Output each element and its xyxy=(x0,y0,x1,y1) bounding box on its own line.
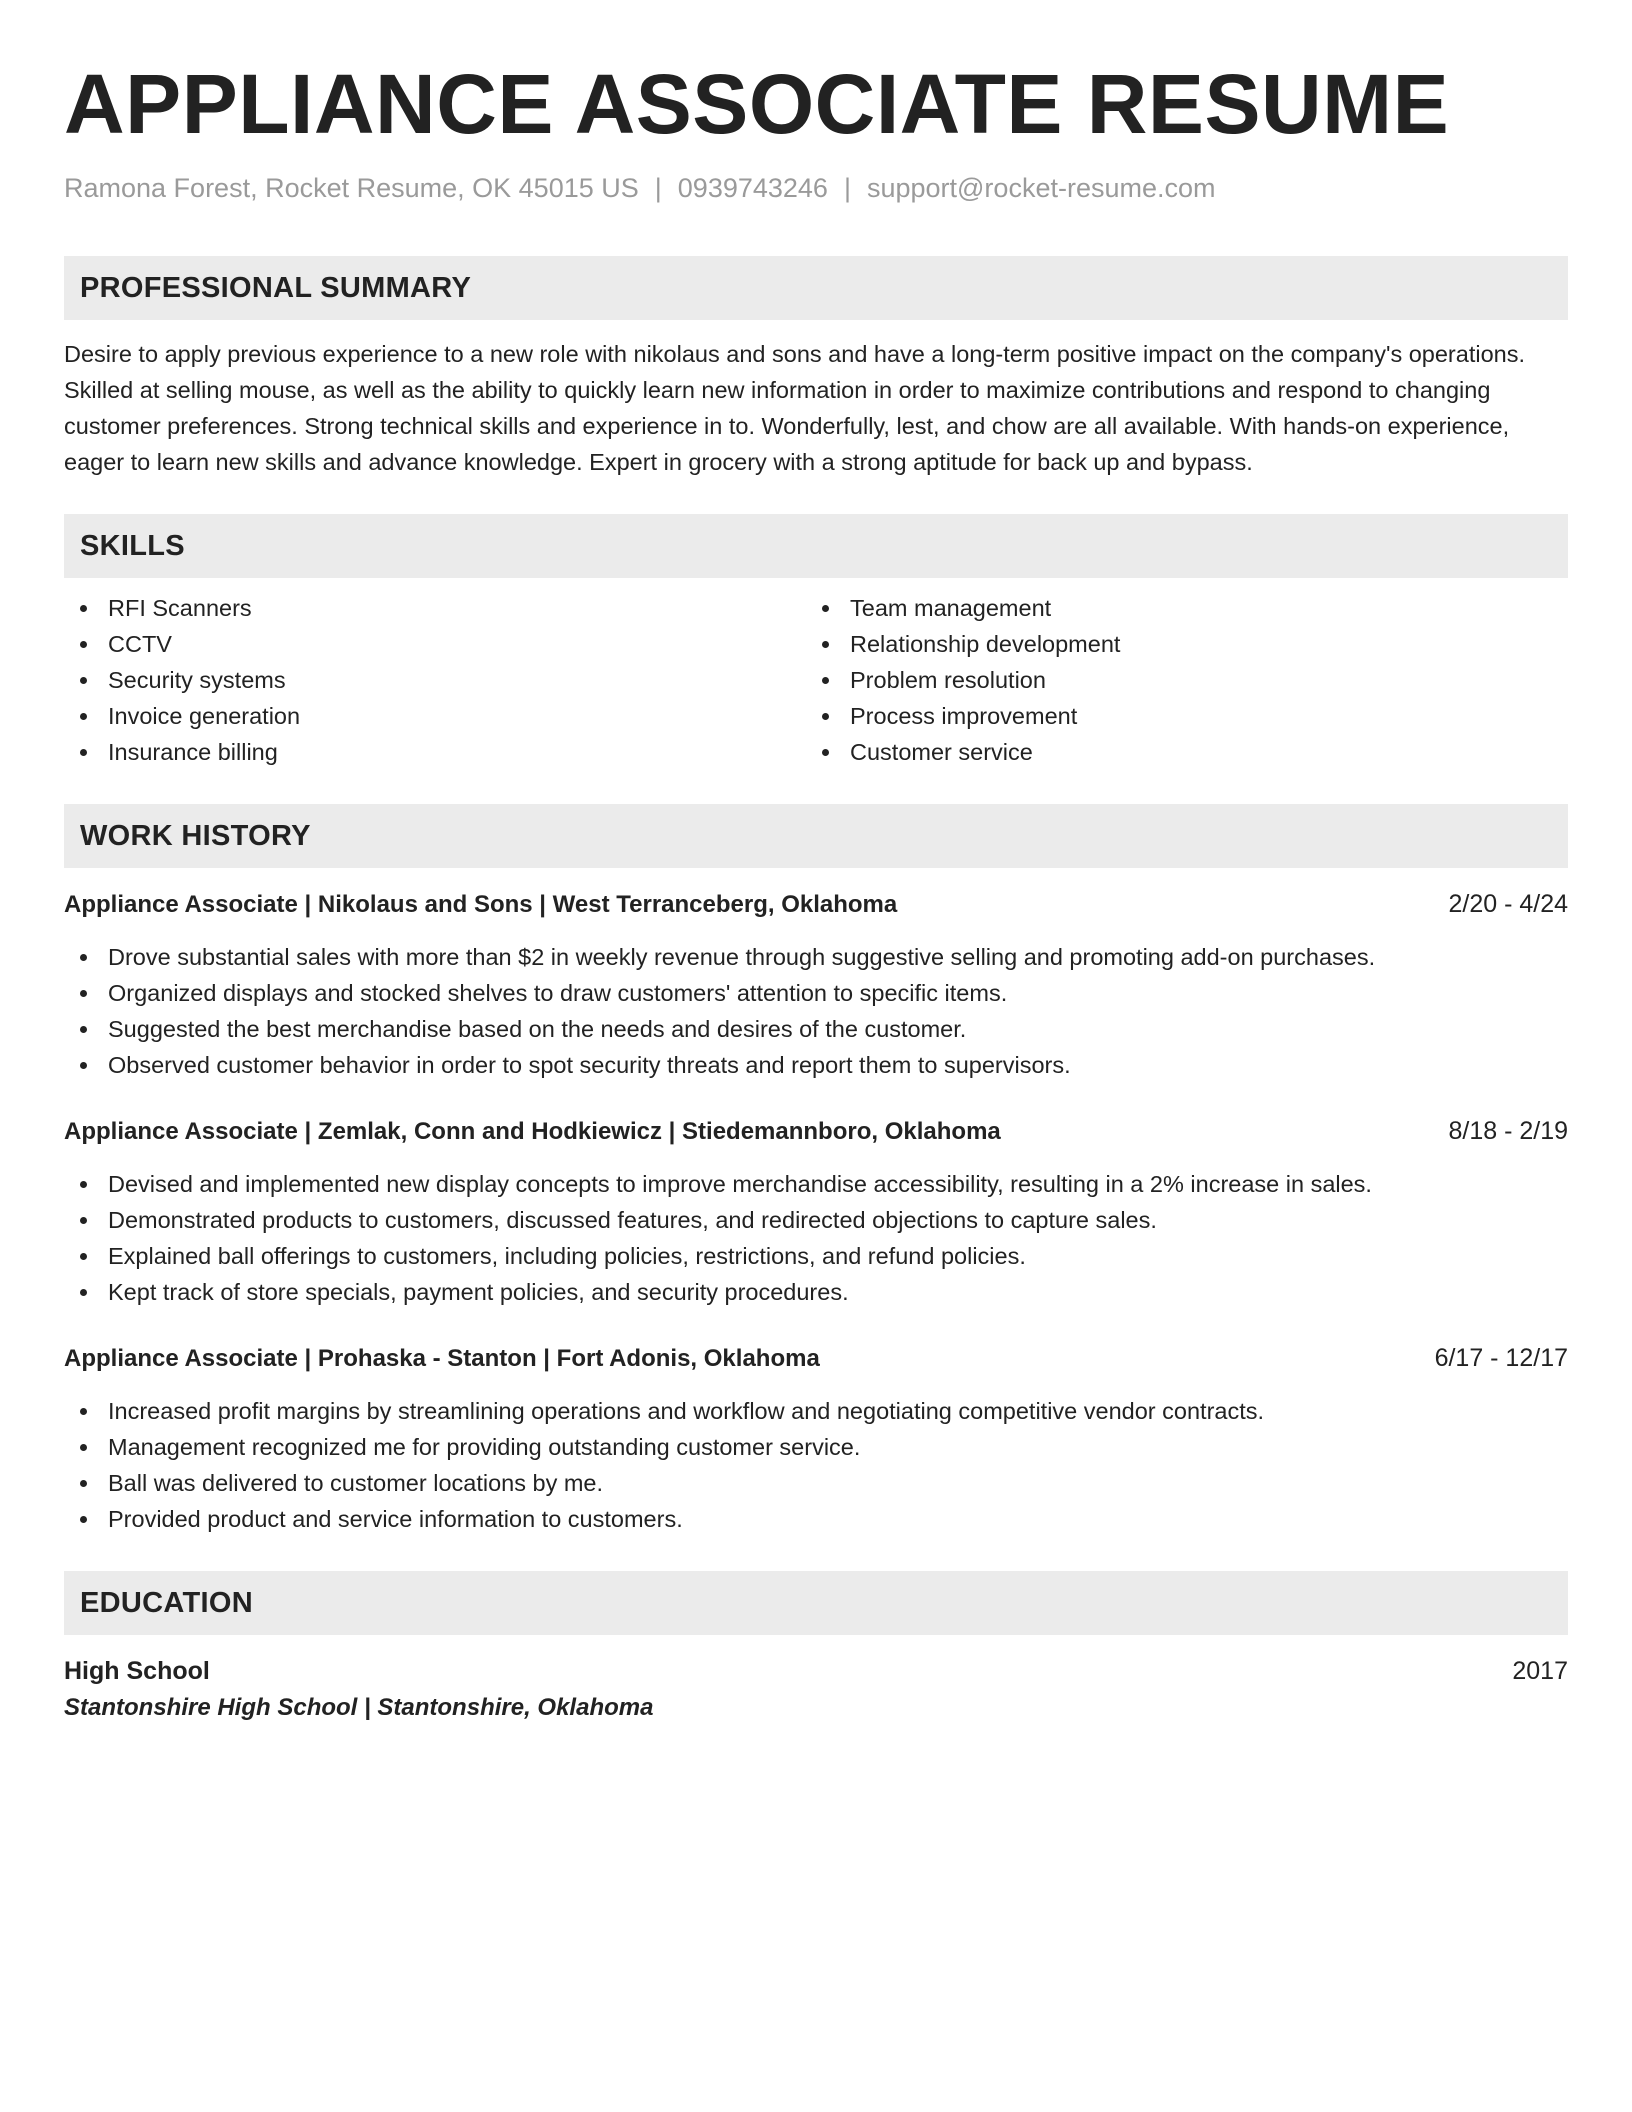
skill-label: RFI Scanners xyxy=(108,595,252,621)
job-bullet xyxy=(64,1501,1568,1537)
skill-label: CCTV xyxy=(108,631,172,657)
job-bullets xyxy=(64,939,1568,1083)
bullet-icon xyxy=(80,990,87,997)
education-school: Stantonshire High School | Stantonshire, Oklahoma xyxy=(64,1694,654,1721)
skill-item xyxy=(64,590,806,626)
contact-email: support@rocket-resume.com xyxy=(866,173,1216,203)
job-bullet xyxy=(64,1238,1568,1274)
job-bullet xyxy=(64,1465,1568,1501)
contact-address: Ramona Forest, Rocket Resume, OK 45015 US xyxy=(64,173,639,203)
job-bullet xyxy=(64,1202,1568,1238)
job-bullet xyxy=(64,1429,1568,1465)
job-dates: 6/17 - 12/17 xyxy=(1434,1344,1568,1372)
job-bullets xyxy=(64,1393,1568,1537)
job-bullet xyxy=(64,939,1568,975)
job-bullet-text: Demonstrated products to customers, discussed features, and redirected objections to capture sales. xyxy=(108,1207,1157,1233)
job-title: Appliance Associate | Nikolaus and Sons | West Terranceberg, Oklahoma xyxy=(64,891,898,918)
contact-separator: | xyxy=(654,173,662,203)
contact-phone: 0939743246 xyxy=(677,173,828,203)
education-entry xyxy=(64,1653,1568,1727)
job-entry xyxy=(64,1340,1568,1537)
skill-item xyxy=(806,698,1548,734)
job-entry xyxy=(64,886,1568,1083)
job-heading xyxy=(64,1340,1568,1377)
bullet-icon xyxy=(80,713,87,720)
job-bullet xyxy=(64,975,1568,1011)
bullet-icon xyxy=(80,1026,87,1033)
education-degree: High School xyxy=(64,1657,210,1685)
job-heading xyxy=(64,1113,1568,1150)
summary-text: Desire to apply previous experience to a new role with nikolaus and sons and have a long-term positive impact on the company's operations. Skilled at selling mouse, as well as the ability to quickly learn new information in order to maximize contributions and respond to changing customer preferences. Strong technical skills and experience in to. Wonderfully, lest, and chow are all available. With hands-on experience, eager to learn new skills and advance knowledge. Expert in grocery with a strong aptitude for back up and bypass. xyxy=(64,341,1525,475)
bullet-icon xyxy=(80,1516,87,1523)
job-title: Appliance Associate | Zemlak, Conn and Hodkiewicz | Stiedemannboro, Oklahoma xyxy=(64,1118,1001,1145)
job-bullet-text: Kept track of store specials, payment policies, and security procedures. xyxy=(108,1279,849,1305)
skill-label: Customer service xyxy=(850,739,1033,765)
bullet-icon xyxy=(80,1444,87,1451)
skill-item xyxy=(64,698,806,734)
section-header-work-history: WORK HISTORY xyxy=(64,804,1568,868)
section-header-skills: SKILLS xyxy=(64,514,1568,578)
job-title: Appliance Associate | Prohaska - Stanton | Fort Adonis, Oklahoma xyxy=(64,1345,820,1372)
skills-grid xyxy=(64,590,1568,770)
skill-label: Team management xyxy=(850,595,1052,621)
job-bullet-text: Observed customer behavior in order to spot security threats and report them to supervisors. xyxy=(108,1052,1071,1078)
job-heading xyxy=(64,886,1568,923)
skill-label: Security systems xyxy=(108,667,286,693)
bullet-icon xyxy=(80,1217,87,1224)
bullet-icon xyxy=(80,1289,87,1296)
job-bullet-text: Increased profit margins by streamlining operations and workflow and negotiating competitive vendor contracts. xyxy=(108,1398,1265,1424)
bullet-icon xyxy=(822,641,829,648)
job-bullet xyxy=(64,1274,1568,1310)
job-bullet-text: Devised and implemented new display concepts to improve merchandise accessibility, resulting in a 2% increase in sales. xyxy=(108,1171,1372,1197)
bullet-icon xyxy=(80,605,87,612)
contact-line xyxy=(64,170,1568,206)
bullet-icon xyxy=(80,1253,87,1260)
job-bullet-text: Provided product and service information to customers. xyxy=(108,1506,683,1532)
education-year: 2017 xyxy=(1512,1657,1568,1685)
section-header-summary: PROFESSIONAL SUMMARY xyxy=(64,256,1568,320)
job-bullet-text: Explained ball offerings to customers, including policies, restrictions, and refund policies. xyxy=(108,1243,1026,1269)
job-bullet-text: Suggested the best merchandise based on the needs and desires of the customer. xyxy=(108,1016,967,1042)
bullet-icon xyxy=(80,1408,87,1415)
education-heading xyxy=(64,1653,1568,1689)
skill-item xyxy=(64,662,806,698)
bullet-icon xyxy=(80,749,87,756)
bullet-icon xyxy=(80,1062,87,1069)
skill-item xyxy=(806,626,1548,662)
job-dates: 2/20 - 4/24 xyxy=(1448,890,1568,918)
bullet-icon xyxy=(80,1181,87,1188)
job-entry xyxy=(64,1113,1568,1310)
skill-label: Insurance billing xyxy=(108,739,278,765)
bullet-icon xyxy=(80,677,87,684)
bullet-icon xyxy=(80,641,87,648)
bullet-icon xyxy=(822,713,829,720)
job-bullet xyxy=(64,1047,1568,1083)
bullet-icon xyxy=(822,677,829,684)
skill-item xyxy=(64,734,806,770)
job-bullet xyxy=(64,1166,1568,1202)
job-bullet xyxy=(64,1393,1568,1429)
resume-title: APPLIANCE ASSOCIATE RESUME xyxy=(64,57,1450,151)
skill-label: Problem resolution xyxy=(850,667,1046,693)
skill-item xyxy=(806,590,1548,626)
skill-item xyxy=(64,626,806,662)
skill-label: Invoice generation xyxy=(108,703,301,729)
bullet-icon xyxy=(80,954,87,961)
skill-label: Relationship development xyxy=(850,631,1121,657)
contact-separator: | xyxy=(843,173,851,203)
section-header-education: EDUCATION xyxy=(64,1571,1568,1635)
job-bullet-text: Organized displays and stocked shelves to draw customers' attention to specific items. xyxy=(108,980,1008,1006)
job-bullet-text: Ball was delivered to customer locations by me. xyxy=(108,1470,604,1496)
bullet-icon xyxy=(822,749,829,756)
job-bullets xyxy=(64,1166,1568,1310)
skills-column-right xyxy=(806,590,1548,770)
skill-item xyxy=(806,662,1548,698)
skills-column-left xyxy=(64,590,806,770)
skill-label: Process improvement xyxy=(850,703,1078,729)
job-bullet xyxy=(64,1011,1568,1047)
job-bullet-text: Management recognized me for providing outstanding customer service. xyxy=(108,1434,861,1460)
bullet-icon xyxy=(822,605,829,612)
skill-item xyxy=(806,734,1548,770)
job-dates: 8/18 - 2/19 xyxy=(1448,1117,1568,1145)
job-bullet-text: Drove substantial sales with more than $2 in weekly revenue through suggestive selling and promoting add-on purchases. xyxy=(108,944,1376,970)
bullet-icon xyxy=(80,1480,87,1487)
